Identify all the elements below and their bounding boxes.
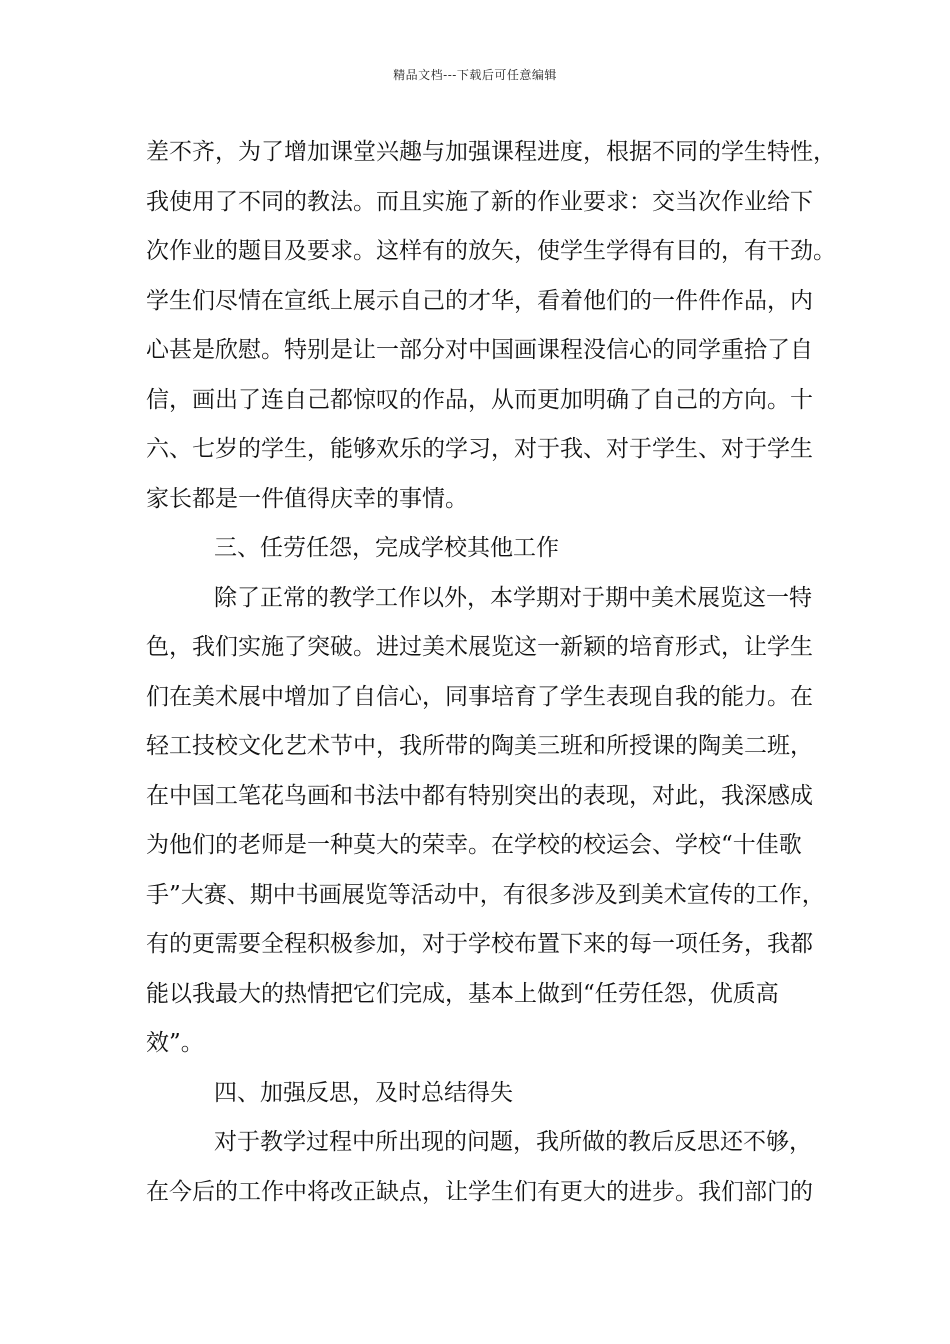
text-line: 在今后的工作中将改正缺点，让学生们有更大的进步。我们部门的 (146, 1178, 813, 1205)
text-line: 们在美术展中增加了自信心，同事培育了学生表现自我的能力。在 (146, 683, 813, 710)
text-line: 在中国工笔花鸟画和书法中都有特别突出的表现，对此，我深感成 (146, 782, 813, 809)
document-body (146, 128, 836, 1217)
text-line: 轻工技校文化艺术节中，我所带的陶美三班和所授课的陶美二班， (146, 733, 813, 759)
text-line: 为他们的老师是一种莫大的荣幸。在学校的校运会、学校“十佳歌 (146, 832, 802, 858)
text-line: 效”。 (146, 1030, 204, 1056)
text-line: 对于教学过程中所出现的问题，我所做的教后反思还不够， (214, 1129, 812, 1155)
page-header: 精品文档---下载后可任意编辑 (393, 68, 557, 82)
text-line: 信，画出了连自己都惊叹的作品，从而更加明确了自己的方向。十 (146, 386, 813, 413)
text-line: 学生们尽情在宣纸上展示自己的才华，看着他们的一件件作品，内 (146, 287, 813, 314)
text-line: 手”大赛、期中书画展览等活动中，有很多涉及到美术宣传的工作， (146, 881, 825, 908)
section-heading: 四、加强反思，及时总结得失 (214, 1079, 513, 1106)
section-heading: 三、任劳任怨，完成学校其他工作 (214, 535, 559, 561)
text-line: 除了正常的教学工作以外，本学期对于期中美术展览这一特 (214, 584, 812, 611)
text-line: 差不齐，为了增加课堂兴趣与加强课程进度，根据不同的学生特性， (146, 139, 836, 165)
text-line: 有的更需要全程积极参加，对于学校布置下来的每一项任务，我都 (146, 931, 813, 957)
text-line: 能以我最大的热情把它们完成，基本上做到“任劳任怨，优质高 (146, 980, 779, 1007)
text-line: 色，我们实施了突破。进过美术展览这一新颖的培育形式，让学生 (146, 634, 813, 660)
text-line: 我使用了不同的教法。而且实施了新的作业要求：交当次作业给下 (146, 188, 813, 215)
text-line: 次作业的题目及要求。这样有的放矢，使学生学得有目的，有干劲。 (146, 238, 836, 264)
text-line: 心甚是欣慰。特别是让一部分对中国画课程没信心的同学重拾了自 (146, 337, 813, 363)
text-line: 六、七岁的学生，能够欢乐的学习，对于我、对于学生、对于学生 (146, 436, 813, 462)
text-line: 家长都是一件值得庆幸的事情。 (146, 485, 468, 512)
